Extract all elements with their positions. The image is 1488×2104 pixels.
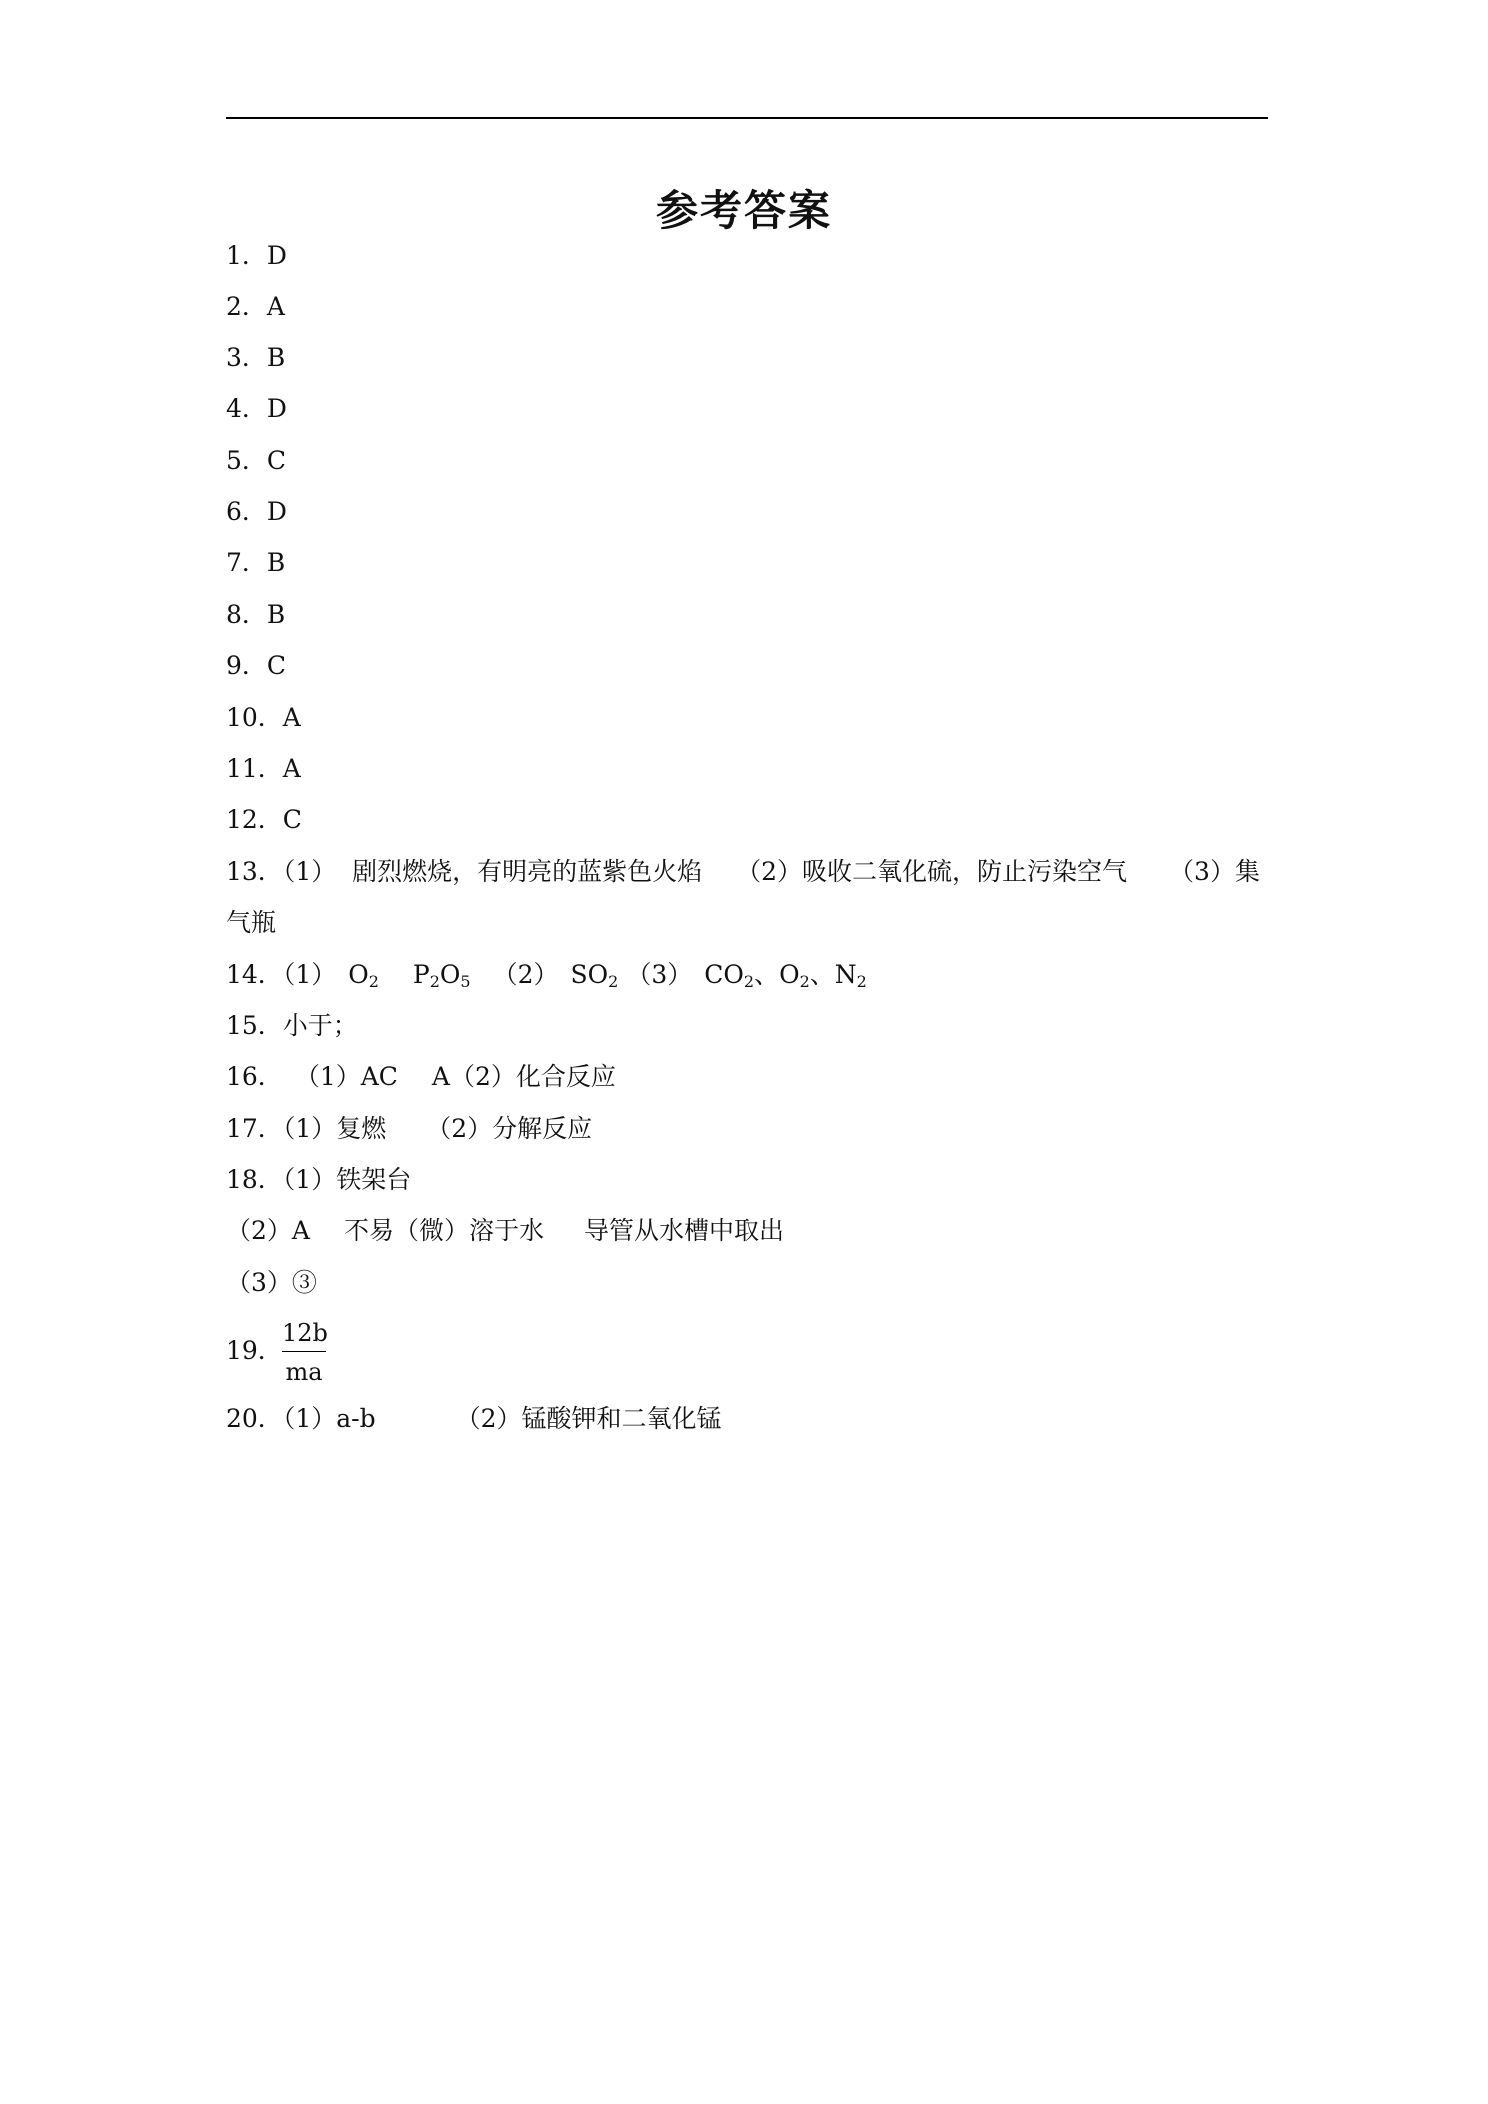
formula-p2o5 (413, 960, 471, 989)
answer-13-part3: （3）集 (1169, 857, 1260, 886)
separator-1: 、 (754, 960, 780, 989)
answer-3: 3．B (226, 343, 286, 372)
formula-o2-second-symbol: O (779, 960, 800, 989)
answer-14-number: 14． (226, 960, 283, 989)
answer-17-number: 17． (226, 1114, 283, 1143)
answer-18-part2-choice: （2）A (226, 1216, 310, 1245)
answer-18-part2-property: 不易（微）溶于水 (343, 1216, 544, 1245)
formula-co2-symbol: CO (704, 960, 744, 989)
fraction-numerator: 12b (282, 1318, 326, 1352)
answer-1: 1．D (226, 241, 287, 270)
formula-n2-symbol: N (834, 960, 857, 989)
answer-20-part1: （1）a-b (282, 1404, 376, 1433)
answer-10: 10．A (226, 703, 301, 732)
answer-6: 6．D (226, 497, 287, 526)
answer-13-part1: （1） 剧烈燃烧，有明亮的蓝紫色火焰 (282, 857, 703, 886)
answer-17 (226, 1114, 592, 1144)
answer-9: 9．C (226, 651, 287, 680)
answer-16-number: 16． (226, 1062, 283, 1091)
header-rule (226, 117, 1268, 119)
answer-18-line2 (226, 1216, 784, 1246)
answer-14-marker-1: （1） (282, 960, 337, 989)
formula-p2o5-o-subscript: 5 (460, 972, 471, 991)
answer-7: 7．B (226, 548, 286, 577)
answer-18-line3: （3）③ (226, 1268, 317, 1297)
answer-2: 2．A (226, 292, 285, 321)
formula-o2-second-subscript: 2 (799, 972, 810, 991)
formula-so2-subscript: 2 (608, 972, 619, 991)
answer-20-part2: （2）锰酸钾和二氧化锰 (455, 1404, 722, 1433)
formula-p2o5-o: O (439, 960, 461, 989)
formula-so2-symbol: SO (570, 960, 609, 989)
formula-so2 (571, 960, 619, 989)
answer-19-number: 19． (226, 1336, 283, 1365)
answer-13-continuation: 气瓶 (226, 908, 277, 937)
answer-14-marker-3: （3） (626, 960, 693, 989)
formula-o2-subscript: 2 (368, 972, 379, 991)
fraction-denominator: ma (285, 1358, 323, 1386)
answer-13-number: 13． (226, 857, 283, 886)
formula-o2-symbol: O (348, 960, 369, 989)
answer-5: 5．C (226, 446, 287, 475)
formula-o2-second (779, 960, 810, 989)
answer-12: 12．C (226, 805, 302, 834)
formula-p2o5-p: P (412, 960, 430, 989)
answer-16 (226, 1062, 616, 1092)
answer-16-part1: （1）AC (294, 1062, 398, 1091)
answer-15: 15．小于； (226, 1011, 358, 1040)
formula-n2 (835, 960, 867, 989)
answer-19-fraction (282, 1318, 326, 1387)
answer-8: 8．B (226, 600, 286, 629)
answer-13-part2: （2）吸收二氧化硫，防止污染空气 (736, 857, 1128, 886)
formula-p2o5-p-subscript: 2 (429, 972, 440, 991)
answer-18-line1: 18．（1）铁架台 (226, 1165, 412, 1194)
answer-18-part2-step: 导管从水槽中取出 (583, 1216, 784, 1245)
formula-co2 (704, 960, 754, 989)
answer-20-number: 20． (226, 1404, 283, 1433)
page-title: 参考答案 (655, 186, 832, 235)
formula-o2 (348, 960, 379, 989)
answer-17-part2: （2）分解反应 (426, 1114, 593, 1143)
formula-co2-subscript: 2 (743, 972, 755, 991)
answer-13 (226, 857, 1260, 887)
answer-17-part1: （1）复燃 (282, 1114, 387, 1143)
answer-11: 11．A (226, 754, 301, 783)
answer-14 (226, 960, 867, 990)
answer-4: 4．D (226, 394, 287, 423)
separator-2: 、 (809, 960, 835, 989)
answer-14-marker-2: （2） (492, 960, 559, 989)
formula-n2-subscript: 2 (856, 972, 867, 991)
answer-16-part2: A（2）化合反应 (431, 1062, 616, 1091)
answer-20 (226, 1404, 722, 1434)
